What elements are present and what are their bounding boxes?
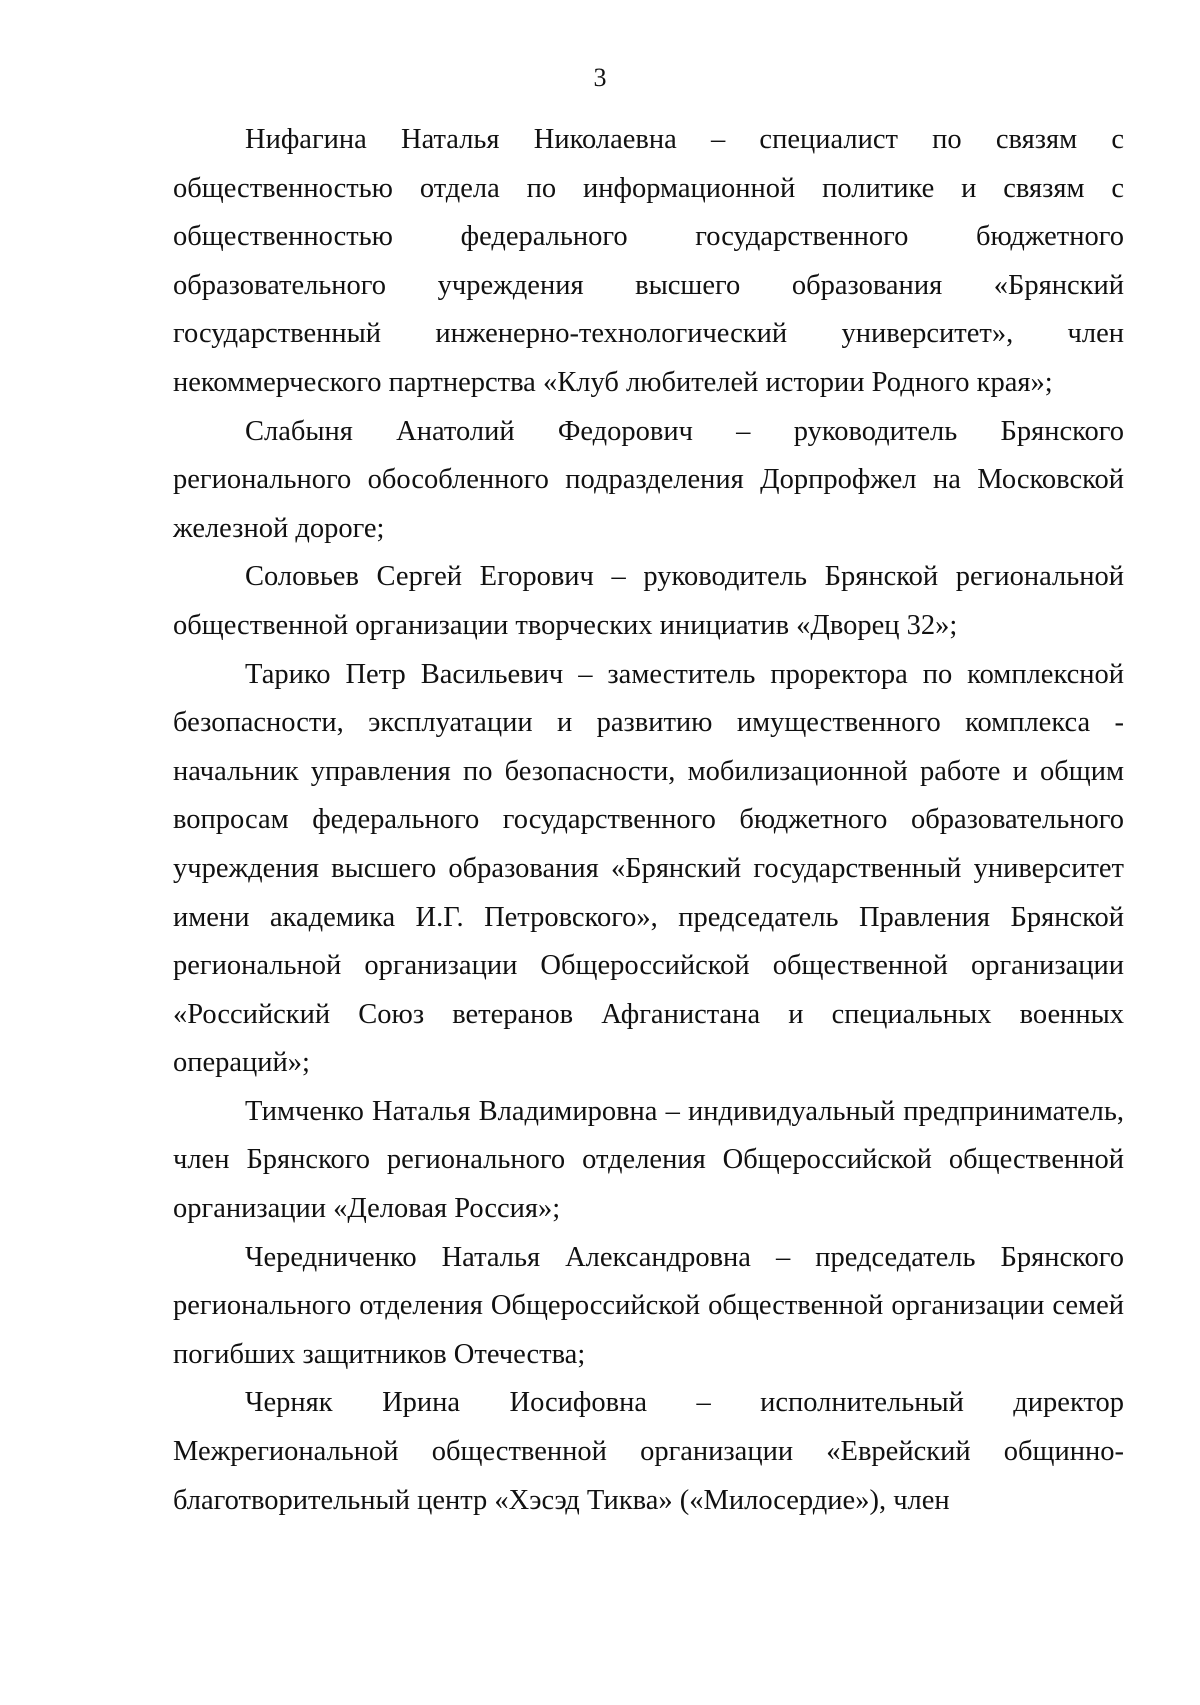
- member-entry-slabynya: [173, 408, 1124, 554]
- member-name: Тарико Петр Васильевич: [245, 658, 564, 690]
- member-description: – председатель Брянского регионального отделения Общероссийской общественной организации семей погибших защитников Отечества;: [173, 1241, 1124, 1370]
- member-description: – заместитель проректора по комплексной безопасности, эксплуатации и развитию имущественного комплекса - начальник управления по безопасности, мобилизационной работе и общим вопросам федерального государственного бюджетного образовательного учреждения высшего образования «Брянский государственный университет имени академика И.Г. Петровского», председатель Правления Брянской региональной организации Общероссийской общественной организации «Российский Союз ветеранов Афганистана и специальных военных операций»;: [173, 658, 1124, 1079]
- member-entry-chernyak: [173, 1379, 1124, 1525]
- member-description: – индивидуальный предприниматель, член Брянского регионального отделения Общероссийской общественной организации «Деловая Россия»;: [173, 1095, 1124, 1225]
- member-list: [173, 116, 1124, 1525]
- member-description: – специалист по связям с общественностью отдела по информационной политике и связям с общественностью федерального государственного бюджетного образовательного учреждения высшего образования «Брянский государственный инженерно-технологический университет», член некоммерческого партнерства «Клуб любителей истории Родного края»;: [173, 124, 1124, 398]
- member-name: Слабыня Анатолий Федорович: [245, 415, 693, 447]
- member-entry-nifagina: [173, 116, 1124, 408]
- member-name: Чередниченко Наталья Александровна: [245, 1241, 751, 1273]
- member-name: Нифагина Наталья Николаевна: [245, 124, 677, 155]
- page-number: 3: [593, 63, 607, 92]
- member-name: Соловьев Сергей Егорович: [245, 561, 594, 593]
- member-description: – руководитель Брянской региональной общественной организации творческих инициатив «Дворец 32»;: [173, 561, 1124, 641]
- member-entry-timchenko: [173, 1088, 1124, 1234]
- member-entry-tariko: [173, 651, 1124, 1088]
- member-entry-cherednichenko: [173, 1234, 1124, 1380]
- member-name: Тимченко Наталья Владимировна: [245, 1095, 658, 1127]
- member-description: – исполнительный директор Межрегиональной общественной организации «Еврейский общинно-благотворительный центр «Хэсэд Тиква» («Милосердие»), член: [173, 1387, 1125, 1516]
- member-name: Черняк Ирина Иосифовна: [245, 1387, 648, 1419]
- member-description: – руководитель Брянского регионального обособленного подразделения Дорпрофжел на Московской железной дороге;: [173, 415, 1124, 544]
- member-entry-solovyev: [173, 553, 1124, 650]
